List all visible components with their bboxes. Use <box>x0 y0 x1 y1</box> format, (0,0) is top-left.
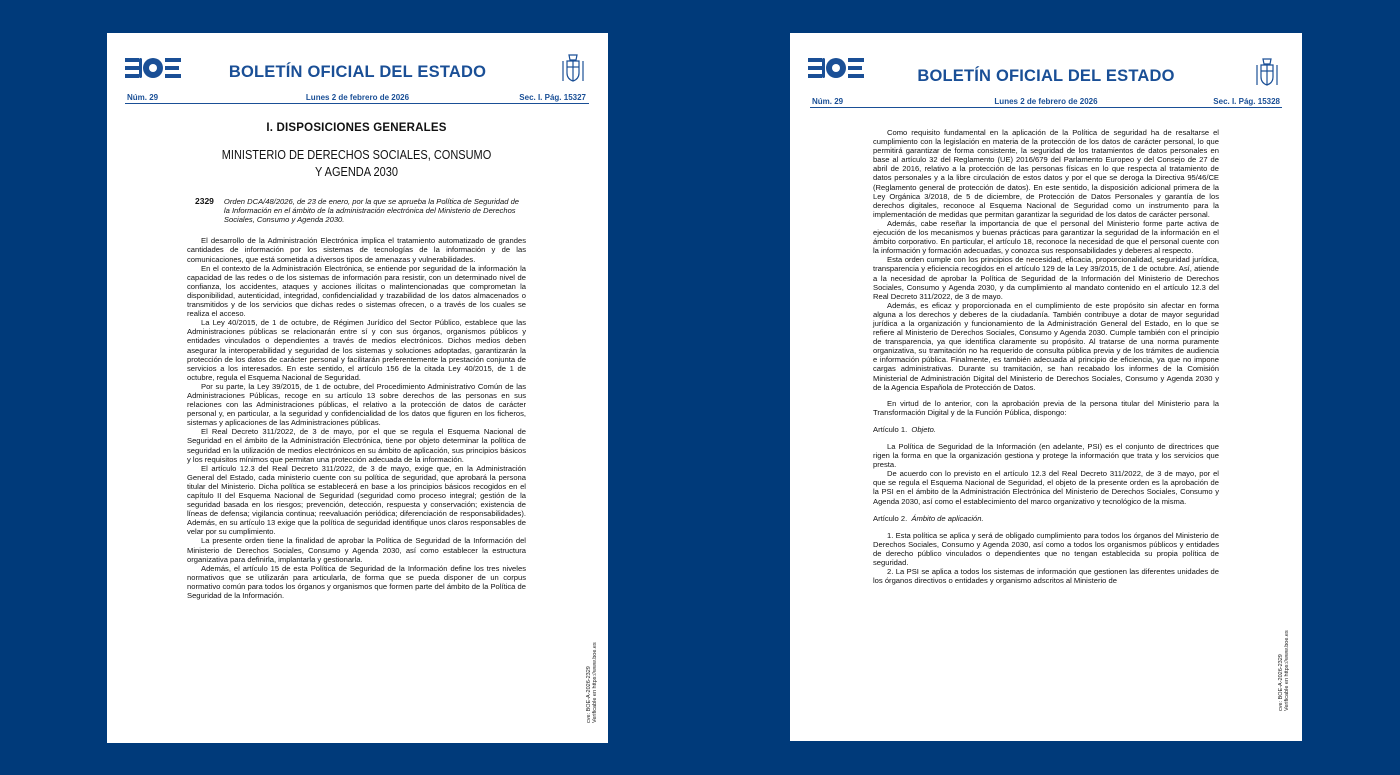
paragraph: En el contexto de la Administración Electrónica, se entiende por seguridad de la información la capacidad de las redes o de los sistemas de información para resistir, con un determinado nivel de confianza, los accidentes, ataques y acciones ilícitas o malintencionadas que comprometan la disponibilidad, autenticidad, integridad, confidencialidad y trazabilidad de los datos almacenados o transmitidos y de los servicios que dichas redes o sistemas ofrecen, o a través de los cuales se realiza el acceso. <box>187 263 526 319</box>
order-title: Orden DCA/48/2026, de 23 de enero, por la que se aprueba la Política de Seguridad de la Información en el ámbito de la administración electrónica del Ministerio de Derechos Sociales, Consumo y Agenda 2030. <box>223 197 520 225</box>
paragraph: Además, el artículo 15 de esta Política de Seguridad de la Información define los tres niveles normativos que se utilizarán para articularla, de forma que se pueda disponer de un corpus normativo común para todos los órganos y organismos que formen parte del ámbito de la Política de Seguridad de la Información. <box>187 563 526 601</box>
paragraph: Como requisito fundamental en la aplicación de la Política de seguridad ha de resaltarse el cumplimiento con la legislación en materia de la protección de los datos de carácter personal, lo que permitirá garantizar de forma consistente, la seguridad de los tratamientos de datos personales en base al artículo 32 del Reglamento (UE) 2016/679 del Parlamento Europeo y del Consejo de 27 de abril de 2016, relativo a la protección de las personas físicas en lo que respecta al tratamiento de datos personales y a la libre circulación de estos datos y por el que se deroga la Directiva 95/46/CE (Reglamento general de protección de datos). En este sentido, la disposición adicional primera de la Ley Orgánica 3/2018, de 5 de diciembre, de Protección de Datos Personales y garantía de los derechos digitales, reconoce al Esquema Nacional de Seguridad como un instrumento para la implementación de medidas que permitan garantizar la seguridad de los datos de carácter personal. <box>873 128 1219 219</box>
side-verification <box>586 642 598 723</box>
paragraph: La Política de Seguridad de la Información (en adelante, PSI) es el conjunto de directrices que rigen la forma en que la organización gestiona y protege la información que trata y los servicios que presta. <box>873 442 1219 470</box>
paragraph: El desarrollo de la Administración Electrónica implica el tratamiento automatizado de grandes cantidades de información por los sistemas de tecnologías de la información y de las comunicaciones, que está sometida a diversos tipos de amenazas y vulnerabilidades. <box>187 236 526 264</box>
header-rule <box>125 103 589 104</box>
page1-body <box>187 124 526 600</box>
section-page: Sec. I. Pág. 15327 <box>519 93 586 102</box>
article-2-title: Ámbito de aplicación. <box>911 513 984 523</box>
verify-url[interactable]: Verificable en https://www.boe.es <box>1284 630 1290 711</box>
paragraph: El artículo 12.3 del Real Decreto 311/2022, de 3 de mayo, exige que, en la Administración General del Estado, cada ministerio cuente con su política de seguridad, que aprobará la persona titular del Ministerio. Dicha política se establecerá en base a los principios básicos recogidos en el capítulo II del Esquema Nacional de Seguridad (seguridad como proceso integral; gestión de la seguridad basada en los riesgos; prevención, detección, respuesta y conservación; existencia de líneas de defensa; vigilancia continua; reevaluación periódica; diferenciación de responsabilidades). Además, en su artículo 13 exige que la política de seguridad identifique unos claros responsables de velar por su cumplimiento. <box>187 463 526 537</box>
section-page: Sec. I. Pág. 15328 <box>1213 97 1280 106</box>
paragraph: 2. La PSI se aplica a todos los sistemas de información que gestionen las diferentes unidades de los órganos directivos o entidades y organismo adscritos al Ministerio de <box>873 567 1219 586</box>
section-heading: I. DISPOSICIONES GENERALES <box>266 122 447 134</box>
brand-title: BOLETÍN OFICIAL DEL ESTADO <box>917 67 1175 85</box>
coat-of-arms-icon <box>560 53 586 85</box>
issue-number: Núm. 29 <box>127 93 159 102</box>
paragraph: La Ley 40/2015, de 1 de octubre, de Régimen Jurídico del Sector Público, establece que las Administraciones públicas se relacionarán entre sí y con sus órganos, organismos públicos y entidades vinculados o dependientes a través de medios electrónicos. Dichos medios deben asegurar la interoperabilidad y seguridad de los sistemas y soluciones adoptadas, garantizarán la protección de los datos de carácter personal y facilitarán preferentemente la prestación conjunta de servicios a los interesados. En este sentido, el artículo 156 de la citada Ley 40/2015, de 1 de octubre, regula el Esquema Nacional de Seguridad. <box>187 318 526 382</box>
issue-date: Lunes 2 de febrero de 2026 <box>305 93 410 102</box>
side-verification <box>1278 630 1290 711</box>
paragraph: Además, cabe reseñar la importancia de que el personal del Ministerio forme parte activa de ejecución de los mecanismos y buenas prácticas para garantizar la seguridad de la información en el ámbito corporativo. En particular, el artículo 18, reconoce la necesidad de que el personal cuente con la información y formación adecuadas, y conozca sus responsabilidades y deberes al respecto. <box>873 218 1219 256</box>
verify-url[interactable]: Verificable en https://www.boe.es <box>592 642 598 723</box>
page2-body <box>873 128 1219 585</box>
issue-date: Lunes 2 de febrero de 2026 <box>994 97 1098 106</box>
article-1-title: Objeto. <box>911 424 936 434</box>
paragraph: La presente orden tiene la finalidad de aprobar la Política de Seguridad de la Información del Ministerio de Derechos Sociales, Consumo y Agenda 2030, así como establecer la estructura organizativa para definirla, implantarla y gestionarla. <box>187 536 526 564</box>
order-entry <box>187 197 526 224</box>
paragraph: 1. Esta política se aplica y será de obligado cumplimiento para todos los órganos del Ministerio de Derechos Sociales, Consumo y Agenda 2030, así como a todos los organismos públicos y entidades de derecho público vinculados o dependientes que no tengan establecida su propia política de seguridad. <box>873 530 1219 568</box>
order-number: 2329 <box>195 196 214 207</box>
ministry-heading <box>207 147 505 181</box>
paragraph-dispongo: En virtud de lo anterior, con la aprobación previa de la persona titular del Ministerio para la Transformación Digital y de la Función Pública, dispongo: <box>873 398 1219 417</box>
article-2-label: Artículo 2. <box>873 513 908 523</box>
paragraph: Esta orden cumple con los principios de necesidad, eficacia, proporcionalidad, seguridad jurídica, transparencia y eficiencia recogidos en el artículo 129 de la Ley 39/2015, de 1 de octubre. Así, atiende a la necesidad de aprobar la Política de Seguridad de la Información del Ministerio de Derechos Sociales, Consumo y Agenda 2030, y da cumplimiento al mandato contenido en el artículo 12.3 del Real Decreto 311/2022, de 3 de mayo. <box>873 255 1219 301</box>
ministry-line-1: MINISTERIO DE DERECHOS SOCIALES, CONSUMO <box>221 148 492 163</box>
paragraph: De acuerdo con lo previsto en el artículo 12.3 del Real Decreto 311/2022, de 3 de mayo, por el que se regula el Esquema Nacional de Seguridad, el objeto de la presente orden es la aprobación de la PSI en el ámbito de la Administración Electrónica del Ministerio de Derechos Sociales, Consumo y Agenda 2030, así como el establecimiento del marco organizativo y tecnológico de la misma. <box>873 469 1219 506</box>
article-2-heading <box>873 514 1219 523</box>
paragraph: Además, es eficaz y proporcionada en el cumplimiento de este propósito sin afectar en forma alguna a los derechos y deberes de la ciudadanía. También contribuye a dotar de mayor seguridad jurídica a la organización y funcionamiento de la Administración General del Estado, en lo que se refiere al Ministerio de Derechos Sociales, Consumo y Agenda 2030. Cumple también con el principio de transparencia, ya que identifica claramente su propósito. Al tratarse de una norma puramente organizativa, su tramitación no ha requerido de consulta pública previa y de los trámites de audiencia e información pública. Finalmente, es también adecuada al principio de eficiencia, ya que no impone cargas administrativas. Durante su tramitación, se han recabado los informes de la Comisión Ministerial de Administración Digital del Ministerio de Derechos Sociales, Consumo y Agenda 2030 y de la Agencia Española de Protección de Datos. <box>873 300 1219 392</box>
header-rule <box>810 107 1282 108</box>
boe-page-15327 <box>107 33 608 743</box>
paragraph: El Real Decreto 311/2022, de 3 de mayo, por el que se regula el Esquema Nacional de Seguridad en el ámbito de la Administración Electrónica, tiene por objeto determinar la política de seguridad en la utilización de medios electrónicos en su ámbito de aplicación, sus principios básicos y los requisitos mínimos que permitan una protección adecuada de la información. <box>187 427 526 464</box>
issue-number: Núm. 29 <box>812 97 844 106</box>
coat-of-arms-icon <box>1254 57 1280 89</box>
cve-code: cve: BOE-A-2026-2329 <box>586 666 592 723</box>
ministry-line-2: Y AGENDA 2030 <box>315 165 398 180</box>
boe-page-15328 <box>790 33 1302 741</box>
article-1-heading <box>873 425 1219 434</box>
brand-title: BOLETÍN OFICIAL DEL ESTADO <box>228 63 487 81</box>
cve-code: cve: BOE-A-2026-2329 <box>1278 654 1284 711</box>
paragraph: Por su parte, la Ley 39/2015, de 1 de octubre, del Procedimiento Administrativo Común de las Administraciones Públicas, recoge en su artículo 13 sobre derechos de las personas en sus relaciones con las Administraciones públicas, el relativo a la protección de datos de carácter personal y, en particular, a la seguridad y confidencialidad de los datos que figuren en los ficheros, sistemas y aplicaciones de las Administraciones públicas. <box>187 381 526 428</box>
article-1-label: Artículo 1. <box>873 424 908 434</box>
